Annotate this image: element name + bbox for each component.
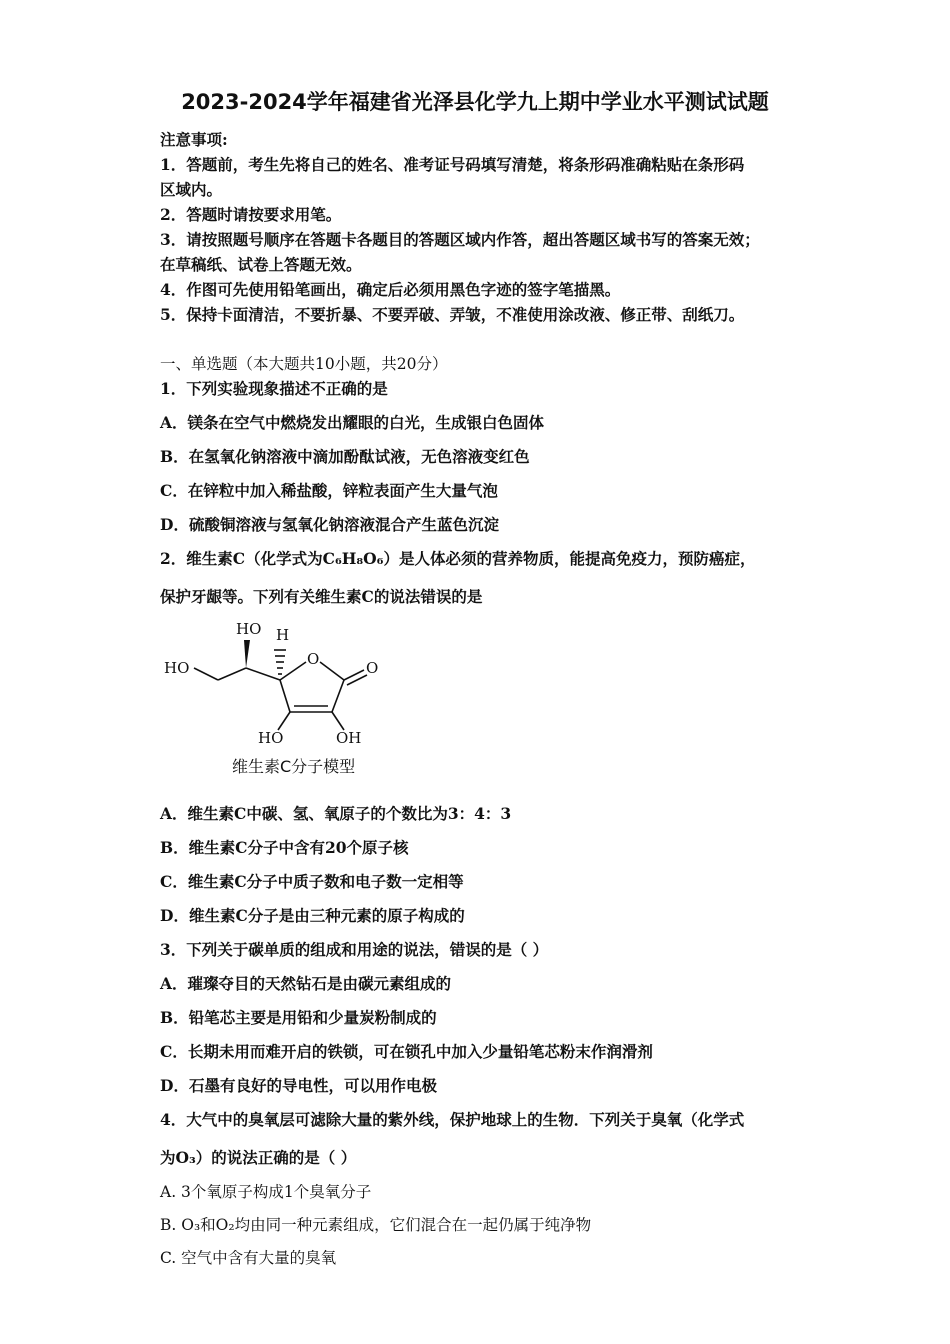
question-2-option-d: D．维生素C分子是由三种元素的原子构成的 [160, 906, 465, 925]
question-1-option-d: D．硫酸铜溶液与氢氧化钠溶液混合产生蓝色沉淀 [160, 515, 499, 534]
question-3-option-c: C．长期未用而难开启的铁锁，可在锁孔中加入少量铅笔芯粉末作润滑剂 [160, 1042, 653, 1061]
question-3-option-a: A．璀璨夺目的天然钻石是由碳元素组成的 [160, 974, 452, 993]
question-4-stem-line2: 为O₃）的说法正确的是（ ） [160, 1148, 357, 1167]
notice-item: 5．保持卡面清洁，不要折暴、不要弄破、弄皱，不准使用涂改液、修正带、刮纸刀。 [160, 305, 745, 324]
question-2-option-a: A．维生素C中碳、氢、氧原子的个数比为3：4：3 [160, 804, 512, 823]
question-2-stem-line2: 保护牙龈等。下列有关维生素C的说法错误的是 [160, 587, 483, 606]
notice-item: 2．答题时请按要求用笔。 [160, 205, 342, 224]
label-ho-bottom: HO [258, 729, 284, 747]
question-3-option-d: D．石墨有良好的导电性，可以用作电极 [160, 1076, 437, 1095]
notice-heading: 注意事项: [160, 130, 228, 149]
question-4-option-b: B. O₃和O₂均由同一种元素组成，它们混合在一起仍属于纯净物 [160, 1216, 592, 1234]
notice-item: 区域内。 [160, 180, 223, 199]
figure-caption: 维生素C分子模型 [232, 757, 356, 776]
question-4-option-c: C. 空气中含有大量的臭氧 [160, 1249, 337, 1267]
label-ho-top: HO [236, 620, 262, 638]
page-title: 2023-2024学年福建省光泽县化学九上期中学业水平测试试题 [181, 90, 769, 114]
question-3-stem: 3．下列关于碳单质的组成和用途的说法，错误的是（ ） [160, 940, 549, 959]
notice-item: 4．作图可先使用铅笔画出，确定后必须用黑色字迹的签字笔描黑。 [160, 280, 621, 299]
question-2-option-b: B．维生素C分子中含有20个原子核 [160, 838, 409, 857]
question-4-option-a: A. 3个氧原子构成1个臭氧分子 [160, 1183, 372, 1201]
label-oh-bottom: OH [336, 729, 362, 747]
question-4-stem-line1: 4．大气中的臭氧层可滤除大量的紫外线，保护地球上的生物．下列关于臭氧（化学式 [160, 1110, 745, 1129]
question-2-option-c: C．维生素C分子中质子数和电子数一定相等 [160, 872, 464, 891]
notice-item: 1．答题前，考生先将自己的姓名、准考证号码填写清楚，将条形码准确粘贴在条形码 [160, 155, 745, 174]
section-heading: 一、单选题（本大题共10小题，共20分） [160, 355, 448, 373]
question-1-option-b: B．在氢氧化钠溶液中滴加酚酞试液，无色溶液变红色 [160, 447, 530, 466]
question-1-option-c: C．在锌粒中加入稀盐酸，锌粒表面产生大量气泡 [160, 481, 498, 500]
label-o-keto: O [366, 659, 379, 677]
question-2-stem-line1: 2．维生素C（化学式为C₆H₈O₆）是人体必须的营养物质，能提高免疫力，预防癌症， [160, 549, 756, 568]
label-ho-left: HO [164, 659, 190, 677]
label-o-ring: O [307, 650, 320, 668]
question-1-stem: 1．下列实验现象描述不正确的是 [160, 379, 388, 398]
label-h: H [276, 626, 290, 644]
notice-item: 3．请按照题号顺序在答题卡各题目的答题区域内作答，超出答题区域书写的答案无效； [160, 230, 760, 249]
question-1-option-a: A．镁条在空气中燃烧发出耀眼的白光，生成银白色固体 [160, 413, 545, 432]
question-3-option-b: B．铅笔芯主要是用铅和少量炭粉制成的 [160, 1008, 437, 1027]
notice-item: 在草稿纸、试卷上答题无效。 [160, 255, 362, 274]
